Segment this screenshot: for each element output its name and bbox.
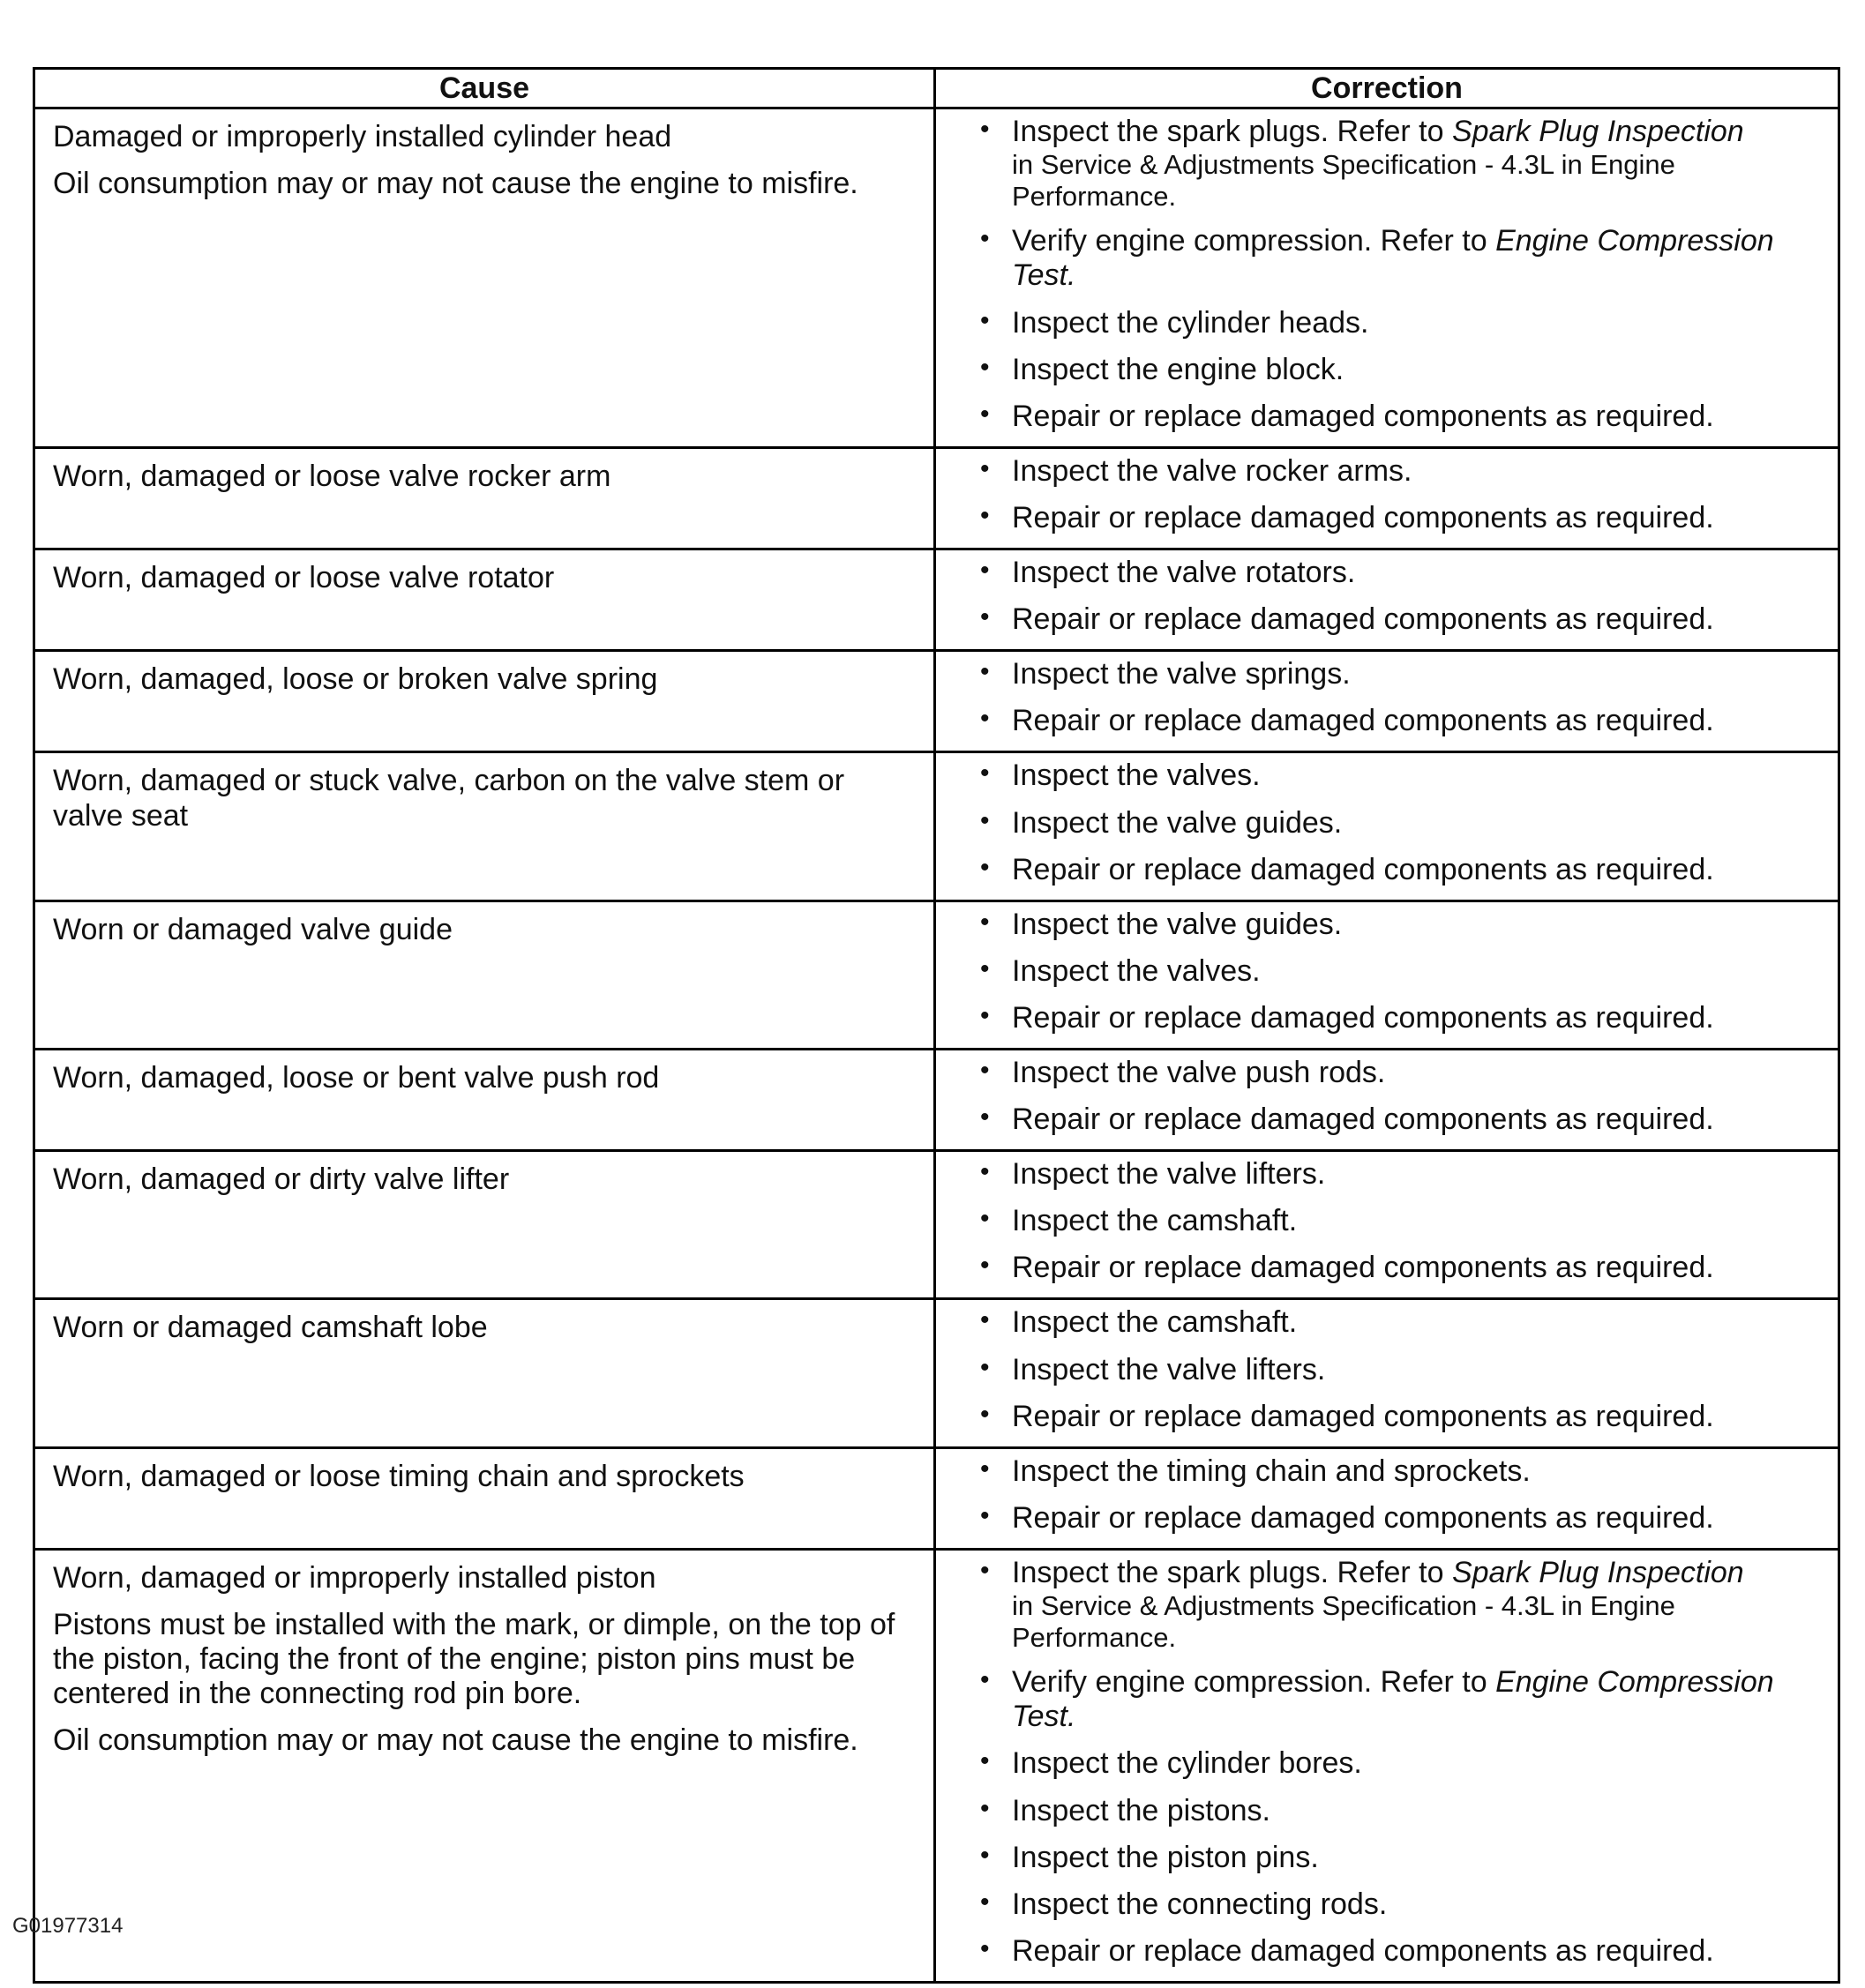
cause-cell — [34, 901, 935, 1049]
reference-link[interactable]: Engine Compression Test — [1012, 224, 1774, 293]
correction-text: Inspect the valves. — [1012, 759, 1261, 793]
correction-list — [978, 556, 1831, 637]
cause-text: Worn or damaged camshaft lobe — [53, 1311, 488, 1345]
bullet-icon: • — [980, 1204, 990, 1234]
bullet-icon: • — [980, 704, 990, 734]
bullet-icon: • — [980, 352, 990, 382]
table-row — [34, 1299, 1839, 1447]
bullet-icon: • — [980, 1887, 990, 1917]
bullet-icon: • — [980, 1352, 990, 1382]
bullet-icon: • — [980, 1840, 990, 1870]
cause-cell — [34, 752, 935, 901]
bullet-icon: • — [980, 907, 990, 937]
cause-cell — [34, 108, 935, 448]
cause-cell — [34, 1447, 935, 1549]
cause-text: Worn, damaged, loose or broken valve spring — [53, 662, 658, 697]
cause-cell — [34, 1299, 935, 1447]
correction-text: Inspect the valve lifters. — [1012, 1352, 1326, 1386]
cause-text: Worn, damaged or dirty valve lifter — [53, 1162, 510, 1197]
bullet-icon: • — [980, 1454, 990, 1484]
correction-text: Inspect the valve rotators. — [1012, 556, 1356, 590]
correction-list — [978, 1454, 1831, 1536]
reference-link[interactable]: Engine Compression Test — [1012, 1665, 1774, 1734]
cause-cell — [34, 1549, 935, 1982]
cause-text: Oil consumption may or may not cause the engine to misfire. — [53, 167, 858, 201]
correction-text: Inspect the valve springs. — [1012, 657, 1351, 691]
correction-item — [978, 1056, 1831, 1090]
correction-text: Inspect the valve guides. — [1012, 805, 1343, 840]
correction-item — [978, 1887, 1831, 1922]
correction-list — [978, 1556, 1831, 1969]
bullet-icon: • — [980, 399, 990, 429]
correction-text: Inspect the engine block. — [1012, 352, 1344, 386]
correction-item — [978, 657, 1831, 691]
correction-text: Inspect the camshaft. — [1012, 1305, 1298, 1340]
bullet-icon: • — [980, 1933, 990, 1963]
correction-text: Inspect the cylinder heads. — [1012, 305, 1369, 340]
correction-item — [978, 1204, 1831, 1238]
correction-text: Inspect the timing chain and sprockets. — [1012, 1454, 1531, 1488]
correction-list — [978, 115, 1831, 434]
bullet-icon: • — [980, 500, 990, 530]
table-row — [34, 447, 1839, 549]
reference-location: in Service & Adjustments Specification - 4.3L in Engine Performance. — [1012, 149, 1675, 212]
correction-cell — [935, 1447, 1839, 1549]
correction-item — [978, 1665, 1831, 1734]
correction-item — [978, 759, 1831, 793]
correction-list — [978, 1305, 1831, 1433]
cause-cell — [34, 651, 935, 752]
correction-item — [978, 1353, 1831, 1387]
reference-location: in Service & Adjustments Specification - 4.3L in Engine Performance. — [1012, 1590, 1675, 1653]
correction-column-header: Correction — [935, 69, 1839, 108]
correction-item — [978, 1501, 1831, 1536]
correction-item — [978, 1102, 1831, 1137]
correction-text: Inspect the spark plugs. Refer to — [1012, 115, 1452, 148]
table-row — [34, 1049, 1839, 1150]
correction-item — [978, 1841, 1831, 1875]
cause-column-header: Cause — [34, 69, 935, 108]
correction-text: Repair or replace damaged components as required. — [1012, 1933, 1714, 1968]
correction-text: Repair or replace damaged components as required. — [1012, 399, 1714, 433]
correction-item — [978, 1746, 1831, 1781]
table-row — [34, 1549, 1839, 1982]
correction-list — [978, 759, 1831, 886]
bullet-icon: • — [980, 953, 990, 983]
correction-text: Repair or replace damaged components as required. — [1012, 602, 1714, 637]
bullet-icon: • — [980, 115, 990, 144]
correction-text: Verify engine compression. Refer to — [1012, 224, 1496, 258]
bullet-icon: • — [980, 1251, 990, 1281]
bullet-icon: • — [980, 1793, 990, 1823]
correction-text: Inspect the piston pins. — [1012, 1840, 1319, 1874]
correction-item — [978, 306, 1831, 340]
correction-text: Inspect the cylinder bores. — [1012, 1746, 1362, 1781]
bullet-icon: • — [980, 1000, 990, 1030]
correction-item — [978, 1454, 1831, 1489]
correction-item — [978, 908, 1831, 942]
correction-item — [978, 1794, 1831, 1828]
correction-text: Inspect the pistons. — [1012, 1793, 1270, 1827]
correction-cell — [935, 1549, 1839, 1982]
correction-text: Repair or replace damaged components as required. — [1012, 852, 1714, 886]
correction-text: Inspect the camshaft. — [1012, 1204, 1298, 1238]
correction-text: Repair or replace damaged components as required. — [1012, 1500, 1714, 1535]
correction-cell — [935, 108, 1839, 448]
correction-item — [978, 1305, 1831, 1340]
cause-cell — [34, 1151, 935, 1299]
correction-text: Repair or replace damaged components as required. — [1012, 500, 1714, 534]
bullet-icon: • — [980, 759, 990, 788]
correction-text: Verify engine compression. Refer to — [1012, 1665, 1496, 1700]
correction-text-suffix: . — [1067, 1700, 1076, 1734]
correction-cell — [935, 549, 1839, 651]
bullet-icon: • — [980, 1399, 990, 1429]
correction-text: Inspect the valve push rods. — [1012, 1055, 1386, 1089]
correction-text: Inspect the valve guides. — [1012, 907, 1343, 941]
correction-item — [978, 1251, 1831, 1285]
cause-text: Worn, damaged or loose valve rocker arm — [53, 459, 611, 493]
cause-text: Pistons must be installed with the mark, or dimple, on the top of the piston, facing the front of the engine; piston pins must be centered in the connecting rod pin bore. — [53, 1608, 895, 1711]
figure-id-label: G01977314 — [12, 1914, 124, 1938]
table-row — [34, 549, 1839, 651]
correction-text: Repair or replace damaged components as required. — [1012, 1000, 1714, 1035]
correction-cell — [935, 1151, 1839, 1299]
correction-text-suffix: . — [1067, 258, 1076, 293]
correction-text: Repair or replace damaged components as required. — [1012, 704, 1714, 738]
correction-item — [978, 556, 1831, 590]
table-body — [34, 108, 1839, 1983]
correction-text: Inspect the connecting rods. — [1012, 1887, 1388, 1921]
correction-item — [978, 454, 1831, 489]
bullet-icon: • — [980, 852, 990, 882]
bullet-icon: • — [980, 453, 990, 483]
correction-item — [978, 1400, 1831, 1434]
bullet-icon: • — [980, 1665, 990, 1695]
correction-item — [978, 501, 1831, 535]
table-header-row — [34, 69, 1839, 108]
correction-cell — [935, 1049, 1839, 1150]
cause-cell — [34, 1049, 935, 1150]
table-row — [34, 1151, 1839, 1299]
bullet-icon: • — [980, 657, 990, 687]
correction-text: Repair or replace damaged components as required. — [1012, 1399, 1714, 1433]
correction-item — [978, 1556, 1831, 1653]
correction-item — [978, 602, 1831, 637]
correction-item — [978, 853, 1831, 887]
table-row — [34, 752, 1839, 901]
bullet-icon: • — [980, 305, 990, 335]
correction-text: Inspect the valve rocker arms. — [1012, 453, 1412, 488]
correction-cell — [935, 651, 1839, 752]
correction-list — [978, 1157, 1831, 1285]
correction-item — [978, 353, 1831, 387]
reference-link[interactable]: Spark Plug Inspection — [1451, 1555, 1744, 1589]
correction-text: Inspect the valve lifters. — [1012, 1157, 1326, 1192]
table-row — [34, 1447, 1839, 1549]
correction-item — [978, 1001, 1831, 1035]
reference-link[interactable]: Spark Plug Inspection — [1451, 115, 1744, 148]
correction-cell — [935, 901, 1839, 1049]
correction-list — [978, 908, 1831, 1035]
cause-text: Worn, damaged or loose valve rotator — [53, 561, 555, 595]
bullet-icon: • — [980, 602, 990, 632]
bullet-icon: • — [980, 1746, 990, 1776]
correction-item — [978, 115, 1831, 212]
bullet-icon: • — [980, 1555, 990, 1585]
cause-text: Worn, damaged or improperly installed piston — [53, 1560, 656, 1595]
correction-list — [978, 657, 1831, 738]
bullet-icon: • — [980, 224, 990, 254]
cause-correction-table — [33, 67, 1840, 1984]
correction-list — [978, 1056, 1831, 1137]
correction-cell — [935, 447, 1839, 549]
correction-text: Inspect the spark plugs. Refer to — [1012, 1555, 1452, 1589]
cause-cell — [34, 447, 935, 549]
cause-text: Worn, damaged or loose timing chain and sprockets — [53, 1459, 745, 1493]
cause-text: Damaged or improperly installed cylinder head — [53, 120, 672, 153]
cause-cell — [34, 549, 935, 651]
correction-item — [978, 224, 1831, 293]
correction-text: Repair or replace damaged components as required. — [1012, 1102, 1714, 1137]
bullet-icon: • — [980, 1500, 990, 1530]
cause-text: Worn, damaged, loose or bent valve push rod — [53, 1060, 660, 1095]
correction-cell — [935, 1299, 1839, 1447]
correction-item — [978, 806, 1831, 841]
bullet-icon: • — [980, 1305, 990, 1335]
correction-text: Inspect the valves. — [1012, 953, 1261, 988]
cause-text: Worn or damaged valve guide — [53, 912, 453, 946]
correction-item — [978, 1157, 1831, 1192]
bullet-icon: • — [980, 1102, 990, 1132]
correction-item — [978, 704, 1831, 738]
correction-list — [978, 454, 1831, 535]
correction-item — [978, 1934, 1831, 1969]
bullet-icon: • — [980, 556, 990, 586]
cause-text: Worn, damaged or stuck valve, carbon on the valve stem or valve seat — [53, 764, 845, 833]
correction-cell — [935, 752, 1839, 901]
bullet-icon: • — [980, 1157, 990, 1187]
correction-text: Repair or replace damaged components as required. — [1012, 1251, 1714, 1285]
table-row — [34, 108, 1839, 448]
table-row — [34, 901, 1839, 1049]
bullet-icon: • — [980, 805, 990, 835]
cause-text: Oil consumption may or may not cause the engine to misfire. — [53, 1723, 858, 1758]
correction-item — [978, 400, 1831, 434]
table-row — [34, 651, 1839, 752]
bullet-icon: • — [980, 1055, 990, 1085]
correction-item — [978, 954, 1831, 989]
